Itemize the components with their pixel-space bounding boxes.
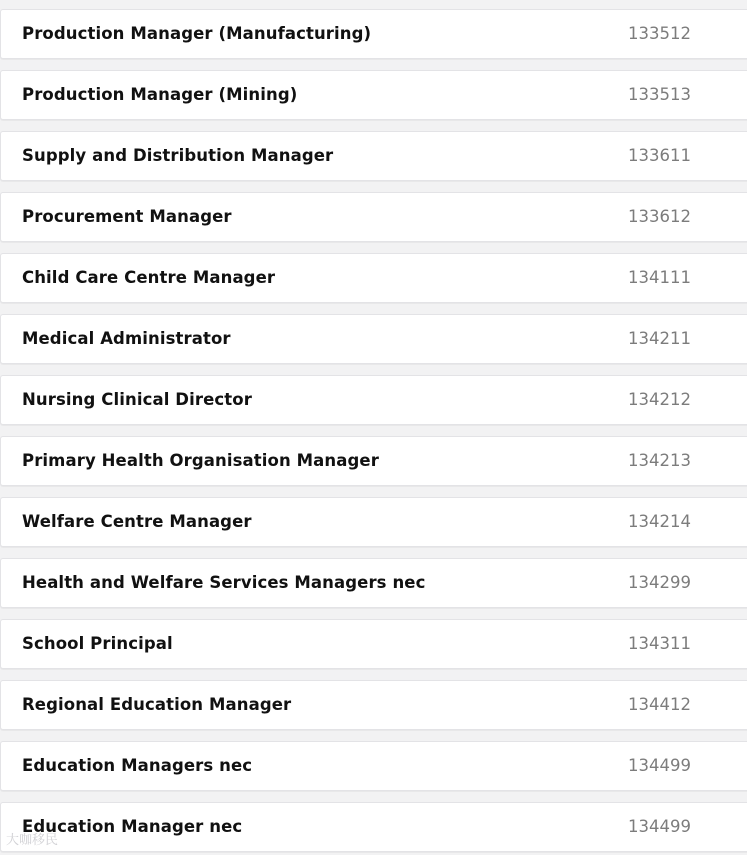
list-item[interactable] — [0, 802, 747, 852]
list-item[interactable] — [0, 314, 747, 364]
occupation-code: 133611 — [628, 146, 691, 165]
occupation-code: 134214 — [628, 512, 691, 531]
list-item[interactable] — [0, 253, 747, 303]
list-item[interactable] — [0, 9, 747, 59]
occupation-title: Health and Welfare Services Managers nec — [22, 573, 426, 592]
list-item[interactable] — [0, 680, 747, 730]
occupation-code: 134213 — [628, 451, 691, 470]
watermark-text: 大咖移民 — [6, 833, 59, 848]
occupation-title: Procurement Manager — [22, 207, 232, 226]
list-item[interactable] — [0, 619, 747, 669]
list-item[interactable] — [0, 70, 747, 120]
occupation-title: Education Managers nec — [22, 756, 253, 775]
list-item[interactable] — [0, 131, 747, 181]
occupation-title: Nursing Clinical Director — [22, 390, 252, 409]
occupation-title: Production Manager (Mining) — [22, 85, 298, 104]
occupation-code: 134499 — [628, 756, 691, 775]
occupation-code: 133612 — [628, 207, 691, 226]
occupation-title: Supply and Distribution Manager — [22, 146, 334, 165]
list-item[interactable] — [0, 436, 747, 486]
list-item[interactable] — [0, 375, 747, 425]
occupation-code: 134111 — [628, 268, 691, 287]
occupation-code: 134212 — [628, 390, 691, 409]
list-item[interactable] — [0, 497, 747, 547]
occupation-title: School Principal — [22, 634, 173, 653]
occupation-title: Production Manager (Manufacturing) — [22, 24, 372, 43]
watermark — [6, 829, 58, 848]
occupation-title: Child Care Centre Manager — [22, 268, 276, 287]
occupation-title: Education Manager nec — [22, 817, 243, 836]
list-item[interactable] — [0, 192, 747, 242]
occupation-code: 134311 — [628, 634, 691, 653]
occupation-code: 134299 — [628, 573, 691, 592]
occupation-title: Welfare Centre Manager — [22, 512, 252, 531]
occupation-code: 133512 — [628, 24, 691, 43]
occupation-code: 133513 — [628, 85, 691, 104]
occupation-code: 134211 — [628, 329, 691, 348]
occupation-title: Medical Administrator — [22, 329, 231, 348]
occupation-title: Primary Health Organisation Manager — [22, 451, 379, 470]
occupation-code: 134412 — [628, 695, 691, 714]
list-item[interactable] — [0, 741, 747, 791]
occupation-title: Regional Education Manager — [22, 695, 292, 714]
list-item[interactable] — [0, 558, 747, 608]
occupation-code: 134499 — [628, 817, 691, 836]
